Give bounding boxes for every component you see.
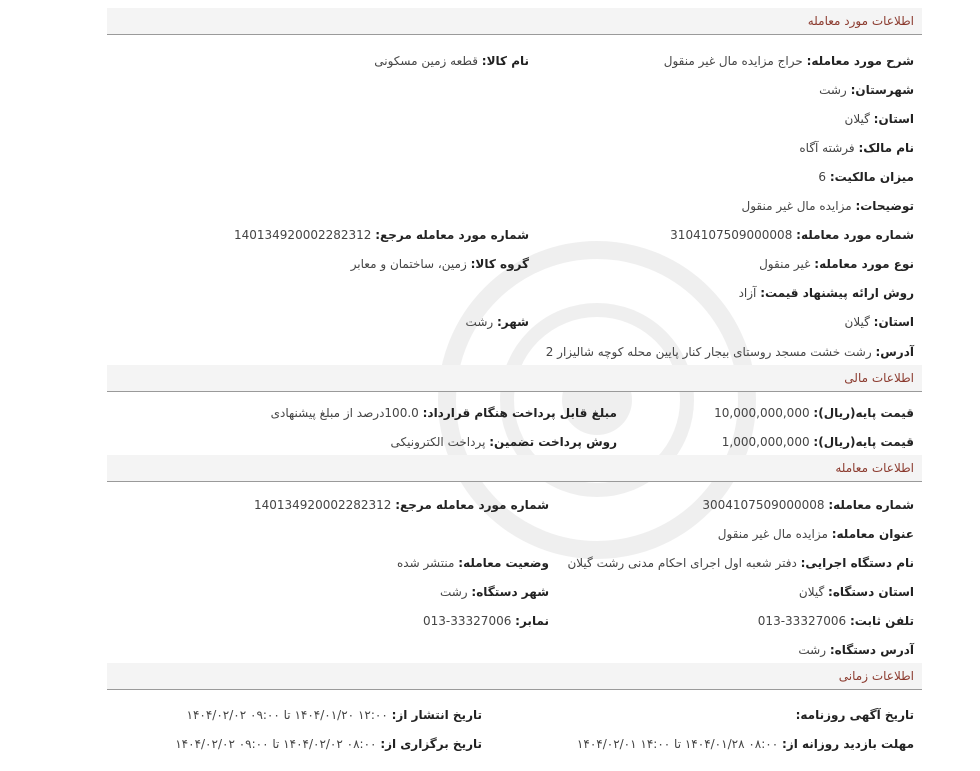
province2-row: استان: گیلان [844, 315, 914, 329]
guarantee-price-row: قیمت پایه(ریال): 1,000,000,000 [721, 435, 914, 449]
transaction-status-row: وضعیت معامله: منتشر شده [396, 556, 549, 570]
newspaper-date-row: تاریخ آگهی روزنامه: [795, 708, 914, 722]
base-price-row: قیمت پایه(ریال): 10,000,000,000 [714, 406, 914, 420]
phone-row: تلفن ثابت: 33327006-013 [757, 614, 914, 628]
county-row: شهرستان: رشت [819, 83, 914, 97]
item-name-row: نام کالا: قطعه زمین مسکونی [374, 54, 529, 68]
section-header-deal-info: اطلاعات مورد معامله [107, 8, 922, 35]
payable-amount-row: مبلغ قابل پرداخت هنگام قرارداد: 100.0درصد از مبلغ پیشنهادی [270, 406, 617, 420]
ref-number-row: شماره مورد معامله مرجع: 140134920002282312 [233, 228, 529, 242]
bid-method-row: روش ارائه پیشنهاد قیمت: آزاد [738, 286, 914, 300]
guarantee-method-row: روش پرداخت تضمین: پرداخت الکترونیکی [390, 435, 617, 449]
deal-number-row: شماره مورد معامله: 3104107509000008 [670, 228, 914, 242]
notes-row: توضیحات: مزایده مال غیر منقول [741, 199, 914, 213]
section-header-transaction: اطلاعات معامله [107, 455, 922, 482]
agency-name-row: نام دستگاه اجرایی: دفتر شعبه اول اجرای احکام مدنی رشت گیلان [567, 556, 914, 570]
goods-group-row: گروه کالا: زمین، ساختمان و معابر [350, 257, 529, 271]
visit-deadline-row: مهلت بازدید روزانه از: ۰۸:۰۰ ۱۴۰۴/۰۱/۲۸ تا ۱۴:۰۰ ۱۴۰۴/۰۲/۰۱ [576, 737, 914, 751]
fax-row: نمابر: 33327006-013 [423, 614, 549, 628]
transaction-title-row: عنوان معامله: مزایده مال غیر منقول [717, 527, 914, 541]
ownership-row: میزان مالکیت: 6 [818, 170, 914, 184]
auction-detail-page [107, 0, 922, 771]
address-row: آدرس: رشت خشت مسجد روستای بیجار کنار پایین محله کوچه شالیزار 2 [545, 345, 914, 359]
deal-description-row: شرح مورد معامله: حراج مزایده مال غیر منقول [663, 54, 914, 68]
deal-type-row: نوع مورد معامله: غیر منقول [759, 257, 914, 271]
agency-city-row: شهر دستگاه: رشت [439, 585, 549, 599]
agency-address-row: آدرس دستگاه: رشت [798, 643, 914, 657]
province-row: استان: گیلان [844, 112, 914, 126]
owner-row: نام مالک: فرشته آگاه [799, 141, 914, 155]
section-header-financial: اطلاعات مالی [107, 365, 922, 392]
publish-date-row: تاریخ انتشار از: ۱۲:۰۰ ۱۴۰۴/۰۱/۲۰ تا ۰۹:۰۰ ۱۴۰۴/۰۲/۰۲ [186, 708, 482, 722]
agency-province-row: استان دستگاه: گیلان [798, 585, 914, 599]
section-header-timing: اطلاعات زمانی [107, 663, 922, 690]
transaction-ref-number-row: شماره مورد معامله مرجع: 140134920002282312 [253, 498, 549, 512]
transaction-number-row: شماره معامله: 3004107509000008 [702, 498, 914, 512]
holding-date-row: تاریخ برگزاری از: ۰۸:۰۰ ۱۴۰۴/۰۲/۰۲ تا ۰۹:۰۰ ۱۴۰۴/۰۲/۰۲ [175, 737, 482, 751]
city-row: شهر: رشت [465, 315, 529, 329]
